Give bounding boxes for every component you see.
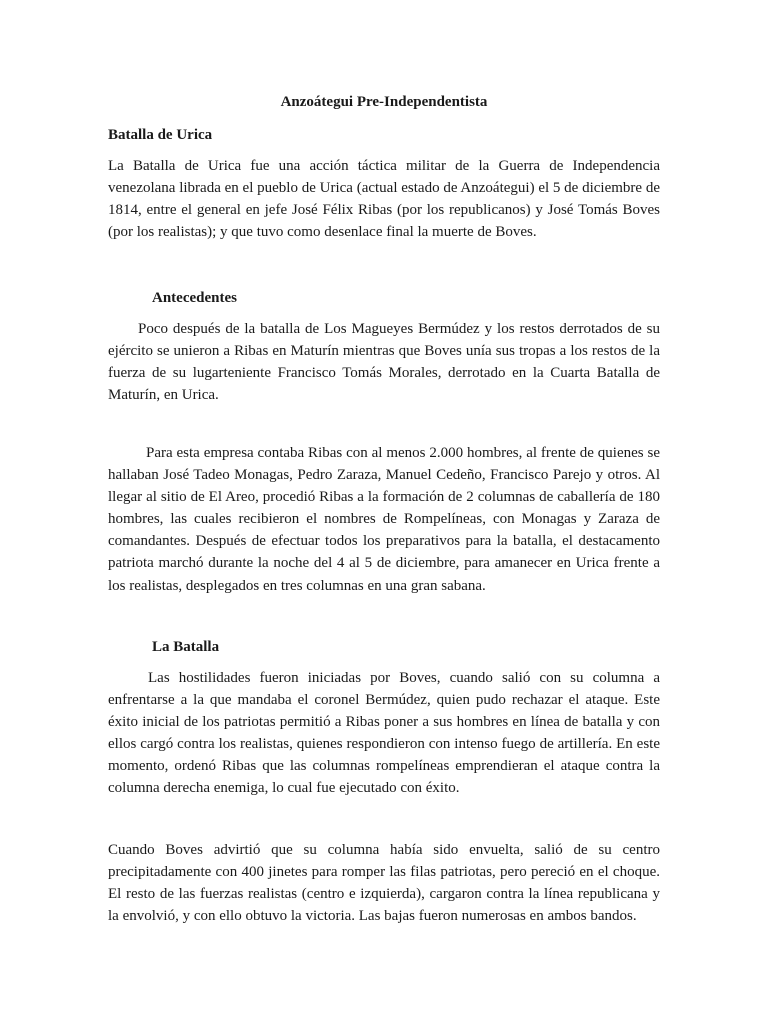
document-title: Anzoátegui Pre-Independentista [280, 94, 488, 110]
paragraph-antecedentes-2: Para esta empresa contaba Ribas con al menos 2.000 hombres, al frente de quienes se hallaban José Tadeo Monagas, Pedro Zaraza, Manuel Cedeño, Francisco Parejo y otros. Al llegar al sitio de El Areo, procedió Ribas a la formación de 2 columnas de caballería de 180 hombres, las cuales recibieron el nombres de Rompelíneas, con Monagas y Zaraza de comandantes. Después de efectuar todos los preparativos para la batalla, el destacamento patriota marchó durante la noche del 4 al 5 de diciembre, para amanecer en Urica frente a los realistas, desplegados en tres columnas en una gran sabana. [108, 445, 660, 594]
section-heading-la-batalla: La Batalla [152, 639, 220, 655]
paragraph-la-batalla-2: Cuando Boves advirtió que su columna había sido envuelta, salió de su centro precipitadamente con 400 jinetes para romper las filas patriotas, pero pereció en el choque. El resto de las fuerzas realistas (centro e izquierda), cargaron contra la línea republicana y la envolvió, y con ello obtuvo la victoria. Las bajas fueron numerosas en ambos bandos. [108, 842, 660, 925]
section-heading-batalla-de-urica: Batalla de Urica [108, 127, 213, 143]
section-heading-antecedentes: Antecedentes [152, 290, 237, 306]
paragraph-antecedentes-1: Poco después de la batalla de Los Magueyes Bermúdez y los restos derrotados de su ejército se unieron a Ribas en Maturín mientras que Boves unía sus tropas a los restos de la fuerza de su lugarteniente Francisco Tomás Morales, derrotado en la Cuarta Batalla de Maturín, en Urica. [108, 321, 660, 404]
paragraph-batalla-de-urica: La Batalla de Urica fue una acción táctica militar de la Guerra de Independencia venezolana librada en el pueblo de Urica (actual estado de Anzoátegui) el 5 de diciembre de 1814, entre el general en jefe José Félix Ribas (por los republicanos) y José Tomás Boves (por los realistas); y que tuvo como desenlace final la muerte de Boves. [108, 158, 660, 241]
paragraph-la-batalla-1: Las hostilidades fueron iniciadas por Boves, cuando salió con su columna a enfrentarse a la que mandaba el coronel Bermúdez, quien pudo rechazar el ataque. Este éxito inicial de los patriotas permitió a Ribas poner a sus hombres en línea de batalla y con ellos cargó contra los realistas, quienes respondieron con intenso fuego de artillería. En este momento, ordenó Ribas que las columnas rompelíneas emprendieran el ataque contra la columna derecha enemiga, lo cual fue ejecutado con éxito. [108, 670, 660, 797]
